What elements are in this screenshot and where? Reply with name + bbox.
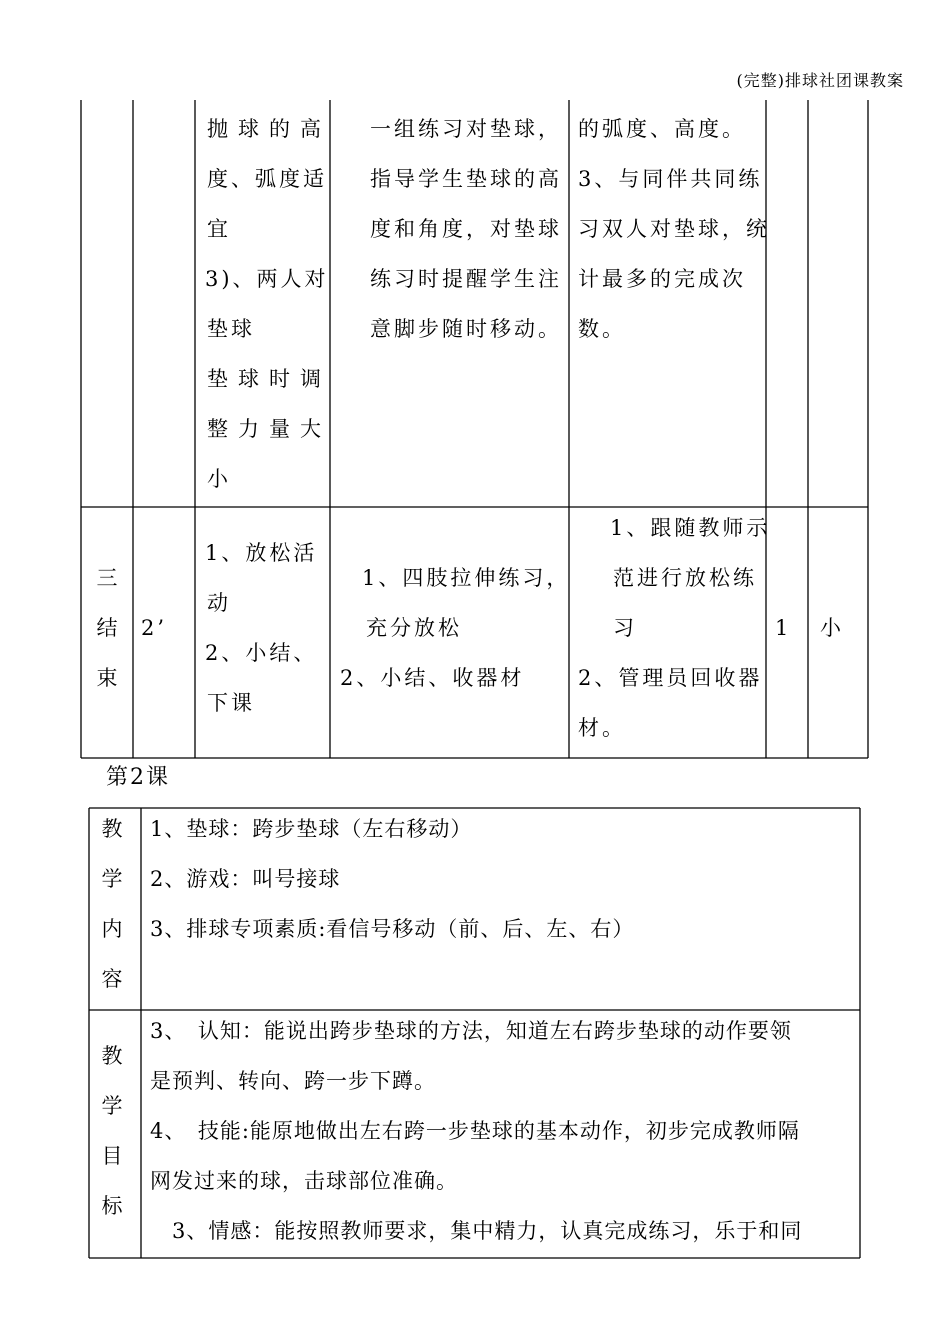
goal-line: 3、 认知：能说出跨步垫球的方法，知道左右跨步垫球的动作要领 xyxy=(150,1019,792,1043)
content-line: 宜 xyxy=(207,217,231,241)
end-teacher-line: 充分放松 xyxy=(366,616,462,640)
goal-label: 学 xyxy=(101,1094,123,1118)
content-line: 垫球 xyxy=(207,317,255,341)
end-student-line: 1、跟随教师示 xyxy=(610,516,771,540)
goal-line: 是预判、转向、跨一步下蹲。 xyxy=(150,1069,436,1093)
student-line: 的弧度、高度。 xyxy=(578,117,746,141)
content-line: 小 xyxy=(207,467,231,491)
teacher-line: 一组练习对垫球， xyxy=(370,117,562,141)
teacher-line: 指导学生垫球的高 xyxy=(370,167,562,191)
content-line: 整力量大 xyxy=(207,417,331,441)
page-header: (完整)排球社团课教案 xyxy=(736,71,904,90)
lesson-title: 第2课 xyxy=(106,765,170,790)
end-student-line: 2、管理员回收器 xyxy=(578,666,763,690)
content-line: 度、弧度适 xyxy=(207,167,327,191)
content-label: 学 xyxy=(101,867,123,891)
content-label: 教 xyxy=(101,817,123,841)
goal-line: 3、情感：能按照教师要求，集中精力，认真完成练习，乐于和同 xyxy=(150,1219,803,1243)
intensity-cell: 小 xyxy=(820,616,844,640)
end-content-line: 1、放松活 xyxy=(205,541,318,565)
end-teacher-line: 1、四肢拉伸练习， xyxy=(362,566,571,590)
end-student-line: 范进行放松练 xyxy=(613,566,757,590)
goal-line: 网发过来的球，击球部位准确。 xyxy=(150,1169,458,1193)
student-line: 数。 xyxy=(578,317,626,341)
goal-line: 4、 技能:能原地做出左右跨一步垫球的基本动作，初步完成教师隔 xyxy=(150,1119,800,1143)
end-content-line: 下课 xyxy=(207,691,255,715)
part-label: 三 xyxy=(96,566,118,590)
teacher-line: 练习时提醒学生注 xyxy=(370,267,562,291)
content-line: 3)、两人对 xyxy=(205,267,329,291)
content-item: 1、垫球：跨步垫球（左右移动） xyxy=(150,817,473,841)
count-cell: 1 xyxy=(775,616,792,640)
student-line: 习双人对垫球，统 xyxy=(578,217,770,241)
goal-label: 教 xyxy=(101,1044,123,1068)
goal-label: 目 xyxy=(101,1144,123,1168)
end-content-line: 2、小结、 xyxy=(205,641,318,665)
content-line: 垫球时调 xyxy=(207,367,331,391)
end-content-line: 动 xyxy=(207,591,231,615)
content-label: 内 xyxy=(101,917,123,941)
content-line: 抛球的高 xyxy=(207,117,331,141)
end-student-line: 材。 xyxy=(578,716,626,740)
time-cell: 2’ xyxy=(141,616,168,640)
content-label: 容 xyxy=(101,967,123,991)
content-item: 3、排球专项素质:看信号移动（前、后、左、右） xyxy=(150,917,635,941)
teacher-line: 度和角度，对垫球 xyxy=(370,217,562,241)
student-line: 3、与同伴共同练 xyxy=(578,167,763,191)
content-item: 2、游戏：叫号接球 xyxy=(150,867,341,891)
end-teacher-line: 2、小结、收器材 xyxy=(340,666,525,690)
student-line: 计最多的完成次 xyxy=(578,267,746,291)
part-label: 结 xyxy=(96,616,118,640)
teacher-line: 意脚步随时移动。 xyxy=(370,317,562,341)
goal-label: 标 xyxy=(101,1194,123,1218)
end-student-line: 习 xyxy=(613,616,637,640)
part-label: 束 xyxy=(96,666,118,690)
